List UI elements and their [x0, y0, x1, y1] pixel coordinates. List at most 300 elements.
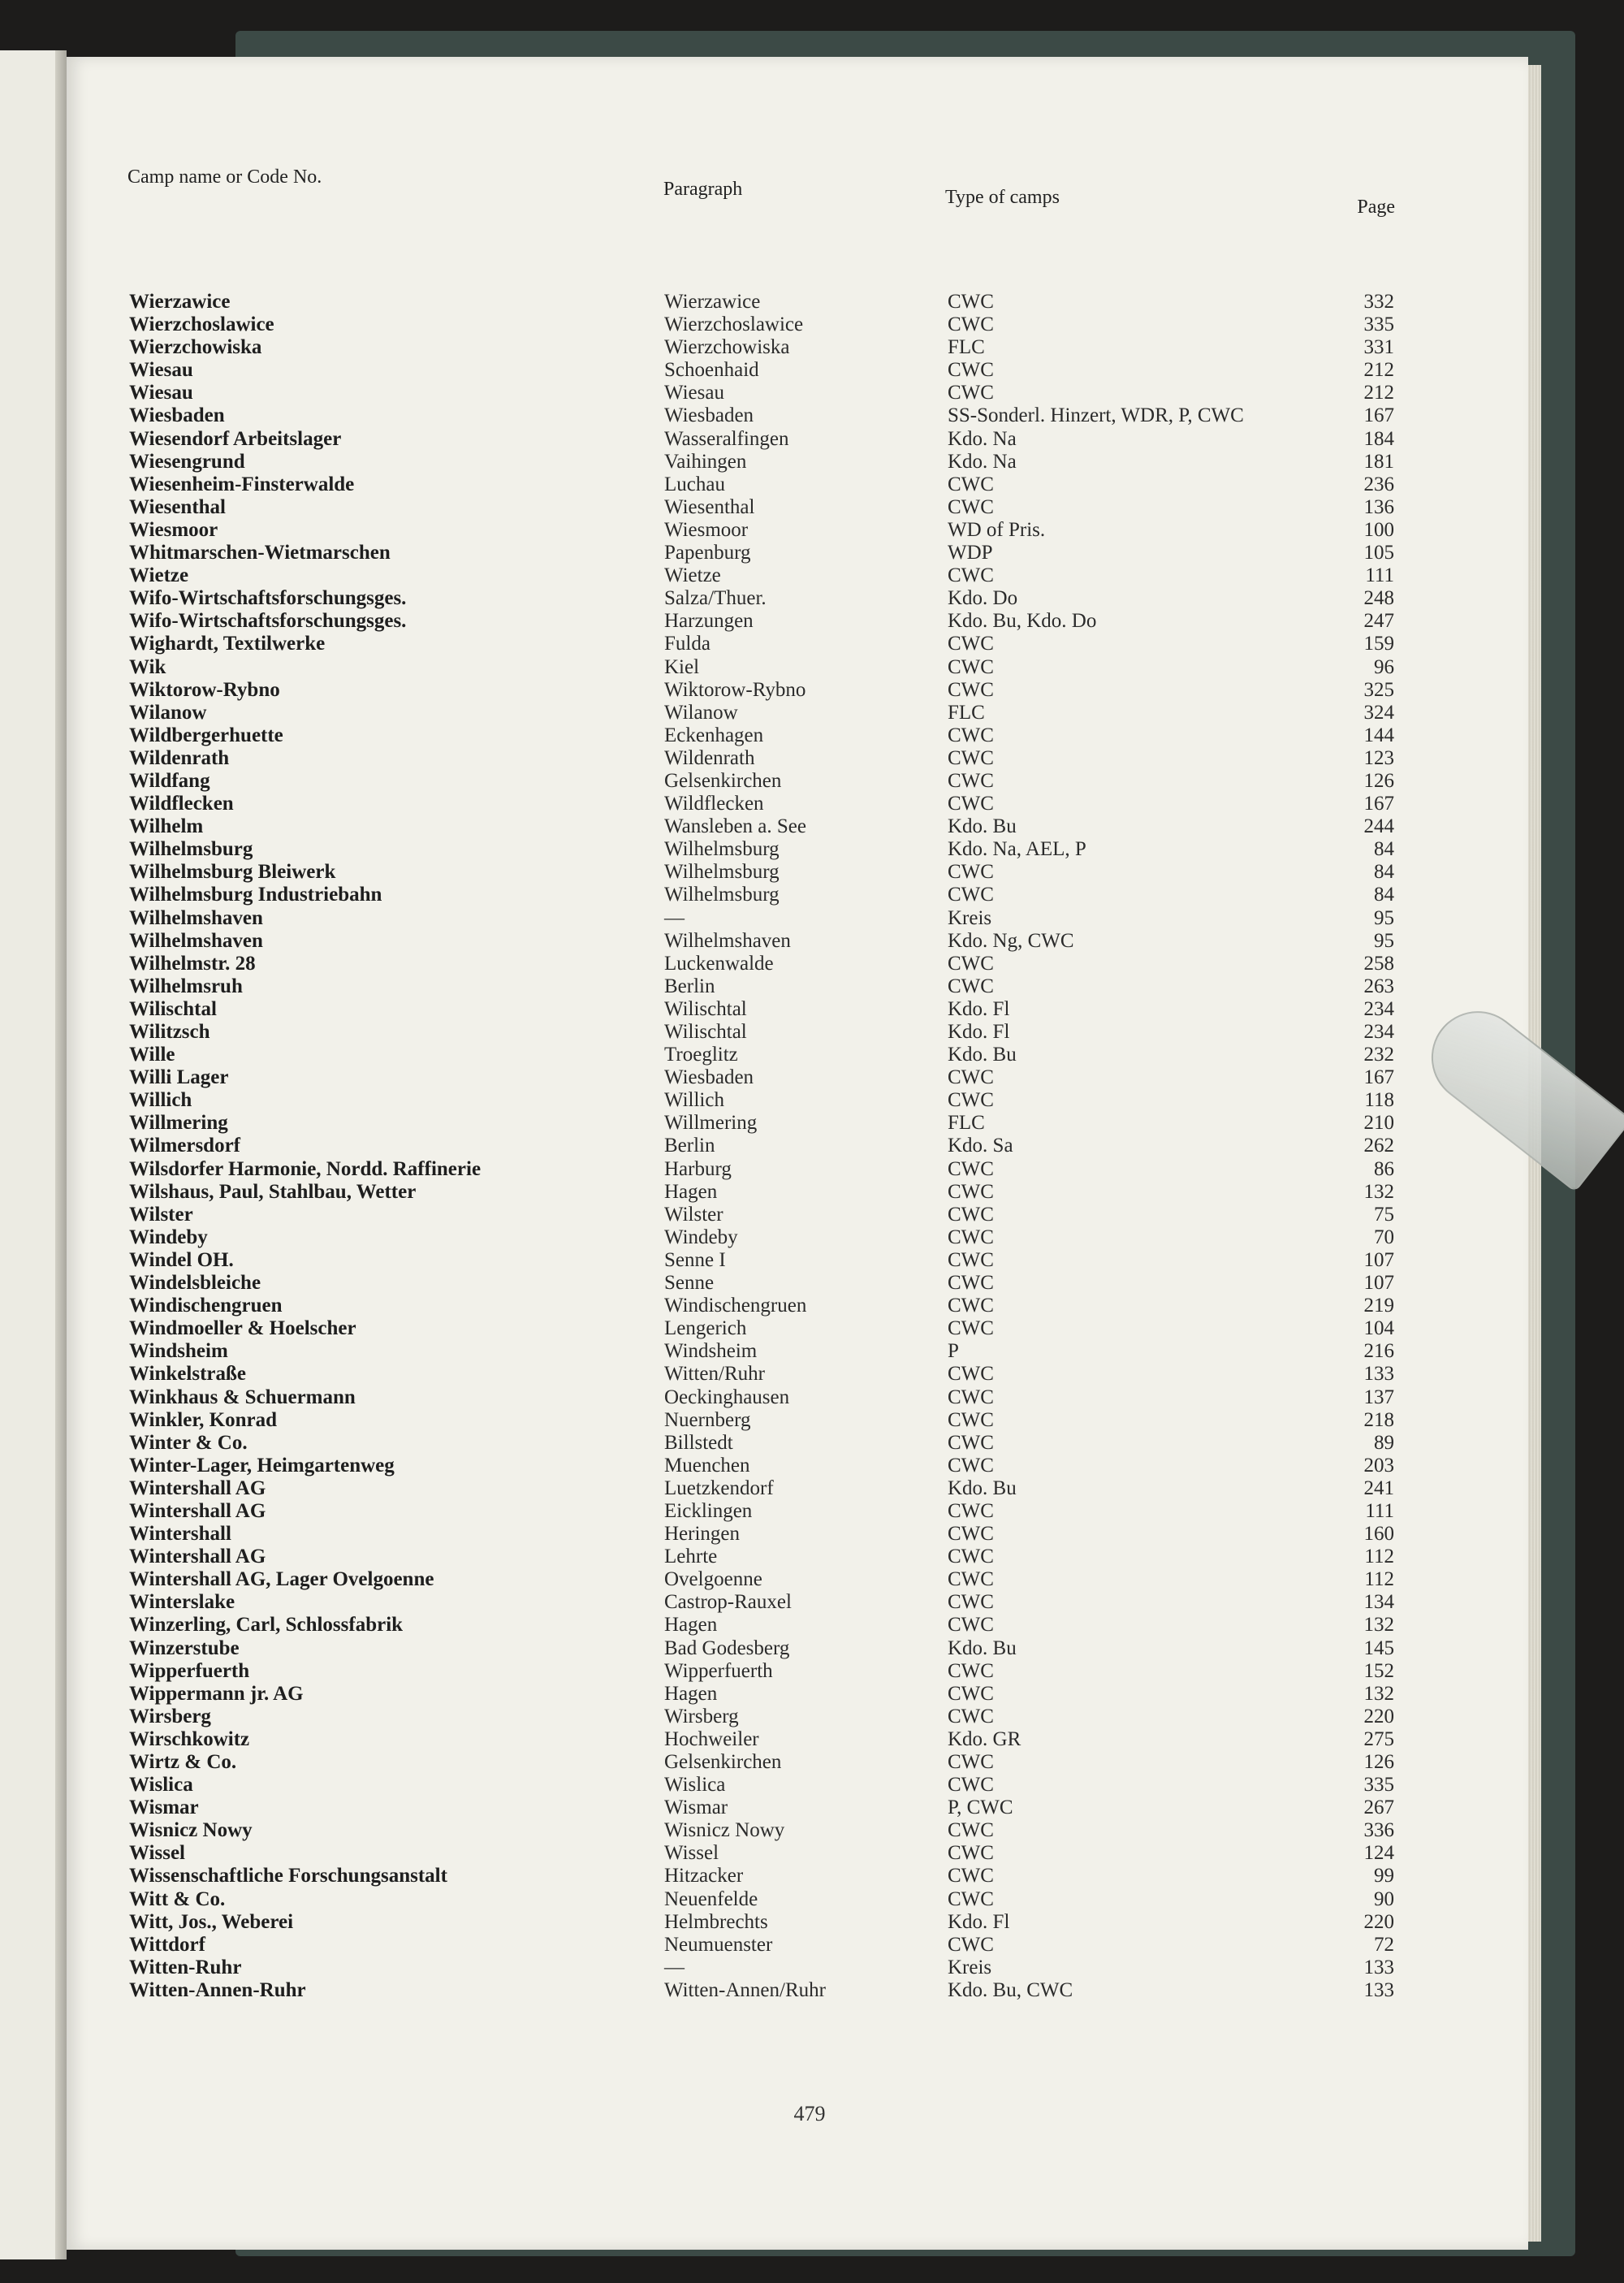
page-ref: 104: [1363, 1317, 1394, 1340]
page-ref: 336: [1363, 1819, 1394, 1842]
page-ref: 107: [1363, 1272, 1394, 1295]
paragraph: Neuenfelde: [664, 1887, 758, 1910]
page-ref: 184: [1363, 427, 1394, 450]
camp-type: Kdo. Do: [948, 587, 1018, 610]
table-row: [67, 1409, 1528, 1432]
page-ref: 248: [1363, 587, 1394, 610]
page-ref: 212: [1363, 382, 1394, 404]
table-row: [67, 1477, 1528, 1500]
page-ref: 118: [1364, 1089, 1394, 1112]
table-row: [67, 610, 1528, 633]
paragraph: Helmbrechts: [664, 1910, 768, 1933]
camp-name: Wilanow: [129, 701, 207, 724]
paragraph: Witten-Annen/Ruhr: [664, 1978, 826, 2001]
table-row: [67, 1614, 1528, 1637]
camp-name: Wisnicz Nowy: [129, 1819, 253, 1842]
camp-name: Wilster: [129, 1203, 193, 1226]
page-ref: 241: [1363, 1477, 1394, 1499]
paragraph: Wansleben a. See: [664, 815, 806, 838]
camp-name: Wilhelmsburg Bleiwerk: [129, 861, 336, 884]
page-ref: 258: [1363, 952, 1394, 975]
camp-type: Kdo. Fl: [948, 997, 1010, 1020]
paragraph: Hochweiler: [664, 1727, 759, 1750]
paragraph: Troeglitz: [664, 1044, 738, 1066]
camp-name: Wilitzsch: [129, 1021, 210, 1043]
table-row: [67, 1888, 1528, 1911]
page-ref: 132: [1363, 1682, 1394, 1705]
paragraph: Senne: [664, 1272, 715, 1295]
page-ref: 89: [1374, 1431, 1394, 1454]
page-ref: 212: [1363, 359, 1394, 382]
camp-name: Windischengruen: [129, 1295, 283, 1317]
page-ref: 134: [1363, 1591, 1394, 1614]
page-ref: 244: [1363, 815, 1394, 838]
paragraph: Wismar: [664, 1797, 728, 1819]
camp-type: CWC: [948, 291, 994, 313]
paragraph: Wildenrath: [664, 746, 755, 769]
camp-type: FLC: [948, 1112, 985, 1135]
paragraph: Salza/Thuer.: [664, 587, 767, 610]
table-row: [67, 496, 1528, 519]
page-ref: 111: [1365, 1499, 1394, 1522]
page-ref: 167: [1363, 793, 1394, 815]
table-row: [67, 633, 1528, 655]
page-ref: 220: [1363, 1910, 1394, 1933]
table-row: [67, 1660, 1528, 1683]
camp-type: Kdo. Bu: [948, 1044, 1017, 1066]
table-row: [67, 1934, 1528, 1957]
camp-type: Kreis: [948, 906, 992, 929]
header-camp-name: Camp name or Code No.: [127, 166, 322, 188]
page-ref: 133: [1363, 1363, 1394, 1386]
page-ref: 107: [1363, 1248, 1394, 1271]
camp-name: Wifo-Wirtschaftsforschungsges.: [129, 610, 407, 633]
paragraph: Vaihingen: [664, 450, 747, 473]
paragraph: Fulda: [664, 633, 710, 655]
camp-type: WD of Pris.: [948, 518, 1046, 541]
camp-type: CWC: [948, 1591, 994, 1614]
camp-type: CWC: [948, 495, 994, 518]
table-row: [67, 451, 1528, 473]
camp-name: Whitmarschen-Wietmarschen: [129, 542, 391, 564]
camp-type: CWC: [948, 1865, 994, 1887]
table-row: [67, 404, 1528, 427]
table-row: [67, 679, 1528, 702]
paragraph: Willich: [664, 1089, 724, 1112]
paragraph: Hitzacker: [664, 1865, 744, 1887]
page-ref: 181: [1363, 450, 1394, 473]
camp-type: CWC: [948, 1066, 994, 1089]
page-ref: 86: [1374, 1157, 1394, 1180]
camp-type: P, CWC: [948, 1797, 1013, 1819]
paragraph: Kiel: [664, 655, 700, 678]
paragraph: Lengerich: [664, 1317, 747, 1340]
table-row: [67, 1706, 1528, 1728]
camp-type: CWC: [948, 359, 994, 382]
paragraph: Windischengruen: [664, 1295, 807, 1317]
camp-name: Wittdorf: [129, 1933, 205, 1956]
camp-type: CWC: [948, 746, 994, 769]
table-row: [67, 1272, 1528, 1295]
page-ref: 325: [1363, 678, 1394, 701]
camp-name: Wintershall AG: [129, 1477, 266, 1499]
camp-type: CWC: [948, 1614, 994, 1637]
camp-type: Kdo. Na: [948, 427, 1017, 450]
camp-type: Kdo. Fl: [948, 1910, 1010, 1933]
camp-type: CWC: [948, 1499, 994, 1522]
table-row: [67, 1386, 1528, 1409]
camp-name: Wik: [129, 655, 166, 678]
table-row: [67, 907, 1528, 930]
camp-type: CWC: [948, 1751, 994, 1773]
camp-name: Winkhaus & Schuermann: [129, 1386, 356, 1408]
camp-name: Wilhelm: [129, 815, 204, 838]
camp-type: Kreis: [948, 1956, 992, 1978]
camp-name: Winter-Lager, Heimgartenweg: [129, 1454, 395, 1477]
table-row: [67, 1158, 1528, 1181]
camp-name: Wilhelmshaven: [129, 906, 263, 929]
table-row: [67, 953, 1528, 975]
camp-name: Wilhelmsburg: [129, 838, 253, 861]
page-ref: 105: [1363, 542, 1394, 564]
table-row: [67, 656, 1528, 679]
table-row: [67, 1546, 1528, 1568]
table-row: [67, 1728, 1528, 1751]
page-ref: 331: [1363, 336, 1394, 359]
camp-name: Wirtz & Co.: [129, 1751, 237, 1773]
page-ref: 100: [1363, 518, 1394, 541]
table-row: [67, 838, 1528, 861]
paragraph: Wilhelmsburg: [664, 884, 780, 906]
page-ref: 332: [1363, 291, 1394, 313]
paragraph: Wissel: [664, 1842, 719, 1865]
table-row: [67, 1500, 1528, 1523]
paragraph: Wisnicz Nowy: [664, 1819, 785, 1842]
header-type-of-camps: Type of camps: [945, 187, 1060, 208]
page-ref: 263: [1363, 975, 1394, 997]
camp-name: Witten-Ruhr: [129, 1956, 242, 1978]
camp-name: Wiesenthal: [129, 495, 226, 518]
page-ref: 84: [1374, 838, 1394, 861]
paragraph: Eckenhagen: [664, 724, 764, 746]
page-ref: 132: [1363, 1614, 1394, 1637]
table-row: [67, 1637, 1528, 1660]
page-ref: 112: [1364, 1568, 1394, 1591]
page-ref: 152: [1363, 1659, 1394, 1682]
camp-name: Winterslake: [129, 1591, 235, 1614]
page-ref: 70: [1374, 1226, 1394, 1248]
camp-type: Kdo. Bu, Kdo. Do: [948, 610, 1097, 633]
camp-type: Kdo. Bu: [948, 1477, 1017, 1499]
paragraph: Oeckinghausen: [664, 1386, 790, 1408]
table-row: [67, 1249, 1528, 1272]
camp-type: CWC: [948, 1659, 994, 1682]
paragraph: Wietze: [664, 564, 721, 587]
paragraph: Wiesau: [664, 382, 724, 404]
camp-name: Wildbergerhuette: [129, 724, 283, 746]
paragraph: Windeby: [664, 1226, 738, 1248]
camp-name: Wilhelmsburg Industriebahn: [129, 884, 382, 906]
camp-name: Wirschkowitz: [129, 1727, 250, 1750]
camp-name: Winzerstube: [129, 1637, 240, 1659]
page-ref: 75: [1374, 1203, 1394, 1226]
camp-type: Kdo. Na, AEL, P: [948, 838, 1086, 861]
paragraph: Wipperfuerth: [664, 1659, 773, 1682]
page-ref: 96: [1374, 655, 1394, 678]
page-ref: 218: [1363, 1408, 1394, 1431]
camp-name: Wifo-Wirtschaftsforschungsges.: [129, 587, 407, 610]
camp-type: CWC: [948, 1386, 994, 1408]
table-row: [67, 930, 1528, 953]
table-row: [67, 1432, 1528, 1455]
paragraph: Wierzchoslawice: [664, 313, 804, 336]
paragraph: Neumuenster: [664, 1933, 773, 1956]
camp-type: Kdo. Ng, CWC: [948, 929, 1074, 952]
table-row: [67, 1044, 1528, 1066]
paragraph: Wilischtal: [664, 1021, 747, 1043]
paragraph: Wierzchowiska: [664, 336, 790, 359]
camp-name: Witt, Jos., Weberei: [129, 1910, 294, 1933]
paragraph: Wilhelmsburg: [664, 861, 780, 884]
camp-type: FLC: [948, 336, 985, 359]
page-ref: 112: [1364, 1546, 1394, 1568]
paragraph: —: [664, 906, 685, 929]
paragraph: Papenburg: [664, 542, 751, 564]
paragraph: Wilanow: [664, 701, 738, 724]
camp-type: CWC: [948, 769, 994, 792]
page-ref: 275: [1363, 1727, 1394, 1750]
camp-name: Wilischtal: [129, 997, 217, 1020]
table-row: [67, 1591, 1528, 1614]
page-ref: 123: [1363, 746, 1394, 769]
camp-type: CWC: [948, 1819, 994, 1842]
camp-type: CWC: [948, 1933, 994, 1956]
table-row: [67, 1295, 1528, 1317]
table-row: [67, 1181, 1528, 1204]
camp-table: [67, 291, 1528, 2002]
table-row: [67, 1363, 1528, 1386]
camp-type: CWC: [948, 1546, 994, 1568]
page-ref: 219: [1363, 1295, 1394, 1317]
paragraph: Luchau: [664, 473, 725, 495]
camp-name: Wiesau: [129, 359, 193, 382]
page-ref: 220: [1363, 1705, 1394, 1727]
table-row: [67, 313, 1528, 336]
table-row: [67, 815, 1528, 838]
page-ref: 126: [1363, 1751, 1394, 1773]
camp-name: Windelsbleiche: [129, 1272, 261, 1295]
paragraph: Berlin: [664, 1135, 715, 1157]
page-ref: 95: [1374, 906, 1394, 929]
camp-name: Wiktorow-Rybno: [129, 678, 280, 701]
camp-name: Wissel: [129, 1842, 185, 1865]
table-row: [67, 861, 1528, 884]
camp-name: Willich: [129, 1089, 192, 1112]
page-ref: 90: [1374, 1887, 1394, 1910]
paragraph: Ovelgoenne: [664, 1568, 762, 1591]
page-ref: 167: [1363, 404, 1394, 427]
camp-name: Witt & Co.: [129, 1887, 226, 1910]
page-ref: 72: [1374, 1933, 1394, 1956]
camp-type: CWC: [948, 1842, 994, 1865]
page-ref: 133: [1363, 1956, 1394, 1978]
camp-type: Kdo. Bu: [948, 815, 1017, 838]
table-row: [67, 747, 1528, 770]
table-row: [67, 564, 1528, 587]
page-ref: 335: [1363, 313, 1394, 336]
table-row: [67, 587, 1528, 610]
page-ref: 132: [1363, 1180, 1394, 1203]
table-row: [67, 770, 1528, 793]
camp-type: CWC: [948, 1431, 994, 1454]
page-ref: 99: [1374, 1865, 1394, 1887]
paragraph: Hagen: [664, 1180, 718, 1203]
page-ref: 262: [1363, 1135, 1394, 1157]
camp-name: Wietze: [129, 564, 189, 587]
camp-name: Wirsberg: [129, 1705, 211, 1727]
camp-type: CWC: [948, 861, 994, 884]
paragraph: Muenchen: [664, 1454, 750, 1477]
camp-name: Wildfang: [129, 769, 210, 792]
camp-type: CWC: [948, 1180, 994, 1203]
camp-type: CWC: [948, 724, 994, 746]
camp-type: CWC: [948, 633, 994, 655]
camp-type: CWC: [948, 1408, 994, 1431]
camp-name: Wilmersdorf: [129, 1135, 241, 1157]
page-ref: 234: [1363, 997, 1394, 1020]
page-ref: 136: [1363, 495, 1394, 518]
page-ref: 216: [1363, 1340, 1394, 1363]
camp-name: Wille: [129, 1044, 175, 1066]
header-paragraph: Paragraph: [663, 179, 743, 200]
page-ref: 236: [1363, 473, 1394, 495]
camp-name: Wiesenheim-Finsterwalde: [129, 473, 355, 495]
page-ref: 335: [1363, 1774, 1394, 1797]
paragraph: Wilhelmsburg: [664, 838, 780, 861]
camp-type: Kdo. GR: [948, 1727, 1021, 1750]
camp-type: CWC: [948, 1363, 994, 1386]
paragraph: Willmering: [664, 1112, 758, 1135]
paragraph: Wildflecken: [664, 793, 764, 815]
table-row: [67, 1957, 1528, 1979]
table-row: [67, 1865, 1528, 1887]
paragraph: Wiesbaden: [664, 404, 754, 427]
camp-type: CWC: [948, 1089, 994, 1112]
camp-name: Wiesbaden: [129, 404, 225, 427]
table-row: [67, 1523, 1528, 1546]
camp-name: Wilhelmstr. 28: [129, 952, 256, 975]
camp-name: Wierzchowiska: [129, 336, 262, 359]
page-ref: 160: [1363, 1523, 1394, 1546]
paragraph: Wasseralfingen: [664, 427, 789, 450]
camp-type: CWC: [948, 1454, 994, 1477]
camp-name: Wildflecken: [129, 793, 234, 815]
camp-name: Windeby: [129, 1226, 208, 1248]
paragraph: Windsheim: [664, 1340, 758, 1363]
camp-type: Kdo. Na: [948, 450, 1017, 473]
paragraph: Hagen: [664, 1614, 718, 1637]
camp-type: CWC: [948, 1568, 994, 1591]
paragraph: Harzungen: [664, 610, 754, 633]
table-row: [67, 975, 1528, 998]
camp-type: CWC: [948, 382, 994, 404]
paragraph: Luetzkendorf: [664, 1477, 774, 1499]
paragraph: Berlin: [664, 975, 715, 997]
page-ref: 167: [1363, 1066, 1394, 1089]
table-row: [67, 542, 1528, 564]
paragraph: Luckenwalde: [664, 952, 774, 975]
camp-type: CWC: [948, 1705, 994, 1727]
camp-type: CWC: [948, 473, 994, 495]
camp-name: Winkler, Konrad: [129, 1408, 277, 1431]
paragraph: Bad Godesberg: [664, 1637, 790, 1659]
camp-name: Wintershall AG, Lager Ovelgoenne: [129, 1568, 434, 1591]
paragraph: Wiesmoor: [664, 518, 749, 541]
paragraph: Wiesbaden: [664, 1066, 754, 1089]
paragraph: Nuernberg: [664, 1408, 751, 1431]
camp-name: Wintershall AG: [129, 1546, 266, 1568]
paragraph: Gelsenkirchen: [664, 769, 782, 792]
table-row: [67, 1135, 1528, 1157]
table-row: [67, 382, 1528, 404]
page-ref: 267: [1363, 1797, 1394, 1819]
table-row: [67, 1979, 1528, 2002]
camp-type: CWC: [948, 1523, 994, 1546]
table-row: [67, 1317, 1528, 1340]
camp-type: CWC: [948, 884, 994, 906]
camp-type: Kdo. Fl: [948, 1021, 1010, 1043]
page-ref: 144: [1363, 724, 1394, 746]
page-ref: 124: [1363, 1842, 1394, 1865]
table-row: [67, 1911, 1528, 1934]
paragraph: Senne I: [664, 1248, 726, 1271]
camp-name: Wipperfuerth: [129, 1659, 250, 1682]
camp-type: CWC: [948, 793, 994, 815]
table-row: [67, 1226, 1528, 1249]
table-row: [67, 1774, 1528, 1797]
page-ref: 210: [1363, 1112, 1394, 1135]
paragraph: Billstedt: [664, 1431, 733, 1454]
page-number: 479: [793, 2102, 826, 2125]
camp-name: Windmoeller & Hoelscher: [129, 1317, 356, 1340]
table-row: [67, 359, 1528, 382]
table-row: [67, 1842, 1528, 1865]
paragraph: Schoenhaid: [664, 359, 759, 382]
page-ref: 324: [1363, 701, 1394, 724]
book-gutter: [55, 50, 67, 2259]
table-row: [67, 1112, 1528, 1135]
page-ref: 95: [1374, 929, 1394, 952]
paragraph: Wierzawice: [664, 291, 761, 313]
camp-name: Willi Lager: [129, 1066, 229, 1089]
page-ref: 137: [1363, 1386, 1394, 1408]
table-row: [67, 428, 1528, 451]
table-row: [67, 1455, 1528, 1477]
page-ref: 133: [1363, 1978, 1394, 2001]
table-row: [67, 1066, 1528, 1089]
table-row: [67, 1751, 1528, 1774]
camp-type: Kdo. Bu: [948, 1637, 1017, 1659]
camp-type: CWC: [948, 1317, 994, 1340]
camp-name: Willmering: [129, 1112, 228, 1135]
camp-name: Wierzawice: [129, 291, 231, 313]
paragraph: Gelsenkirchen: [664, 1751, 782, 1773]
camp-name: Wilshaus, Paul, Stahlbau, Wetter: [129, 1180, 417, 1203]
paragraph: Harburg: [664, 1157, 732, 1180]
paragraph: Wilhelmshaven: [664, 929, 791, 952]
camp-type: CWC: [948, 1295, 994, 1317]
camp-type: FLC: [948, 701, 985, 724]
